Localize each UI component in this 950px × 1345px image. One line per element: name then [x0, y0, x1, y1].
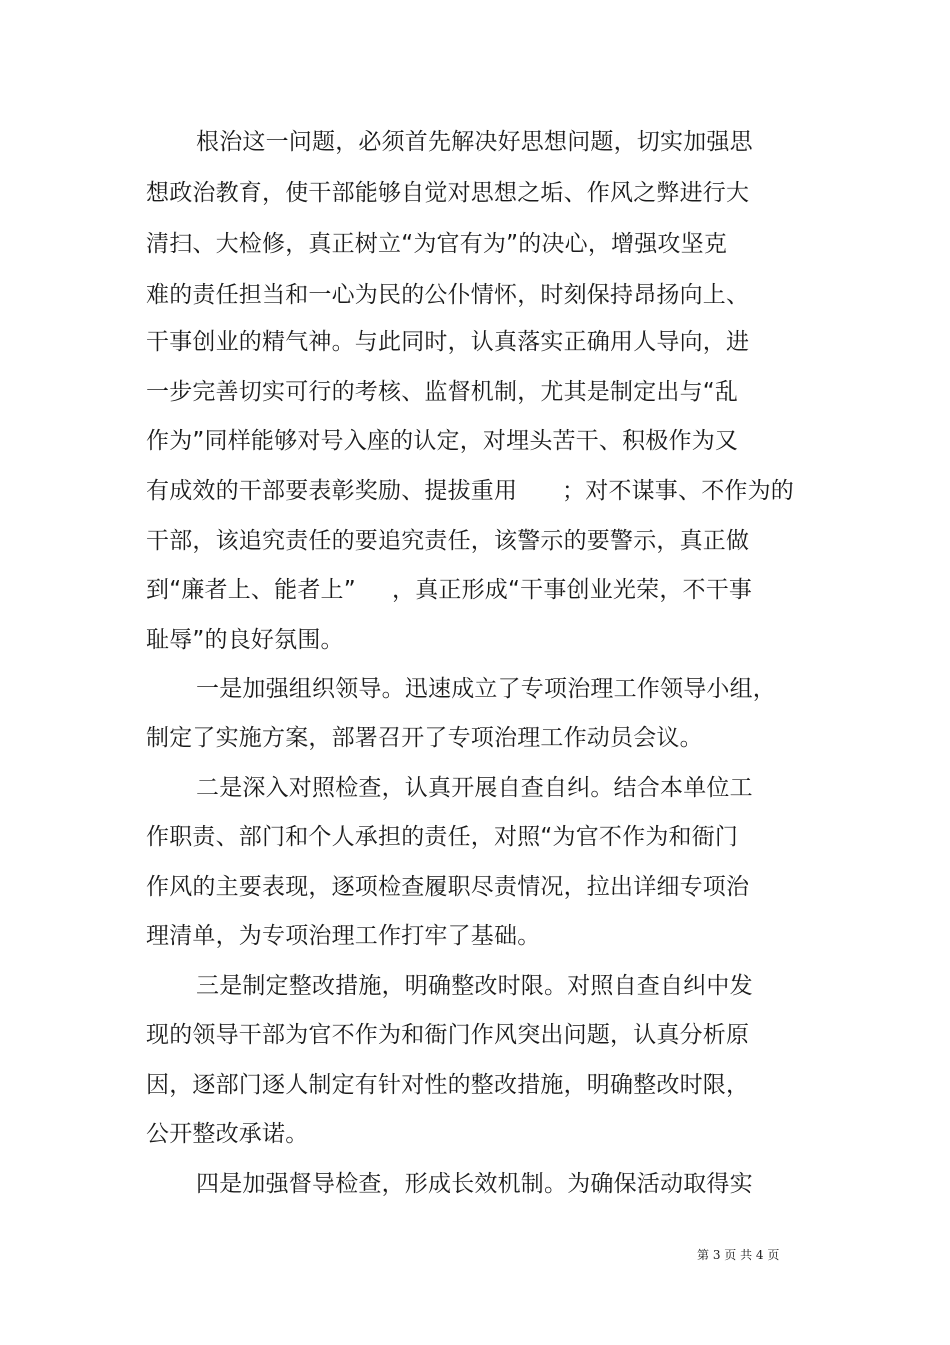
text-line: 难的责任担当和一心为民的公仆情怀，时刻保持昂扬向上、 — [146, 282, 750, 308]
text-line: 到“廉者上、能者上” — [146, 577, 356, 603]
text-line: 干部，该追究责任的要追究责任，该警示的要警示，真正做 — [146, 528, 750, 554]
text-line: 作职责、部门和个人承担的责任，对照“为官不作为和衙门 — [146, 824, 739, 850]
text-line: 干事创业的精气神。与此同时，认真落实正确用人导向，进 — [146, 329, 750, 355]
text-line: 二是深入对照检查，认真开展自查自纠。结合本单位工 — [196, 775, 753, 801]
text-line: 想政治教育，使干部能够自觉对思想之垢、作风之弊进行大 — [146, 180, 750, 206]
text-line: 清扫、大检修，真正树立“为官有为”的决心，增强攻坚克 — [146, 231, 728, 257]
text-line: 作为”同样能够对号入座的认定，对埋头苦干、积极作为又 — [146, 428, 739, 454]
text-line: 理清单，为专项治理工作打牢了基础。 — [146, 923, 541, 949]
text-line: 作风的主要表现，逐项检查履职尽责情况，拉出详细专项治 — [146, 874, 750, 900]
text-line: ，真正形成“干事创业光荣，不干事 — [392, 577, 753, 603]
text-line: 一是加强组织领导。迅速成立了专项治理工作领导小组， — [196, 676, 776, 702]
text-line: 制定了实施方案，部署召开了专项治理工作动员会议。 — [146, 725, 703, 751]
text-line: 根治这一问题，必须首先解决好思想问题，切实加强思 — [196, 129, 753, 155]
text-line: 三是制定整改措施，明确整改时限。对照自查自纠中发 — [196, 973, 753, 999]
text-line: ；对不谋事、不作为的 — [562, 478, 794, 504]
text-line: 四是加强督导检查，形成长效机制。为确保活动取得实 — [196, 1171, 753, 1197]
page-number: 第 3 页 共 4 页 — [697, 1248, 780, 1262]
text-line: 现的领导干部为官不作为和衙门作风突出问题，认真分析原 — [146, 1022, 750, 1048]
text-line: 公开整改承诺。 — [146, 1121, 309, 1147]
text-line: 耻辱”的良好氛围。 — [146, 627, 344, 653]
text-line: 因，逐部门逐人制定有针对性的整改措施，明确整改时限， — [146, 1072, 750, 1098]
text-line: 有成效的干部要表彰奖励、提拔重用 — [146, 478, 518, 504]
text-line: 一步完善切实可行的考核、监督机制，尤其是制定出与“乱 — [146, 379, 739, 405]
